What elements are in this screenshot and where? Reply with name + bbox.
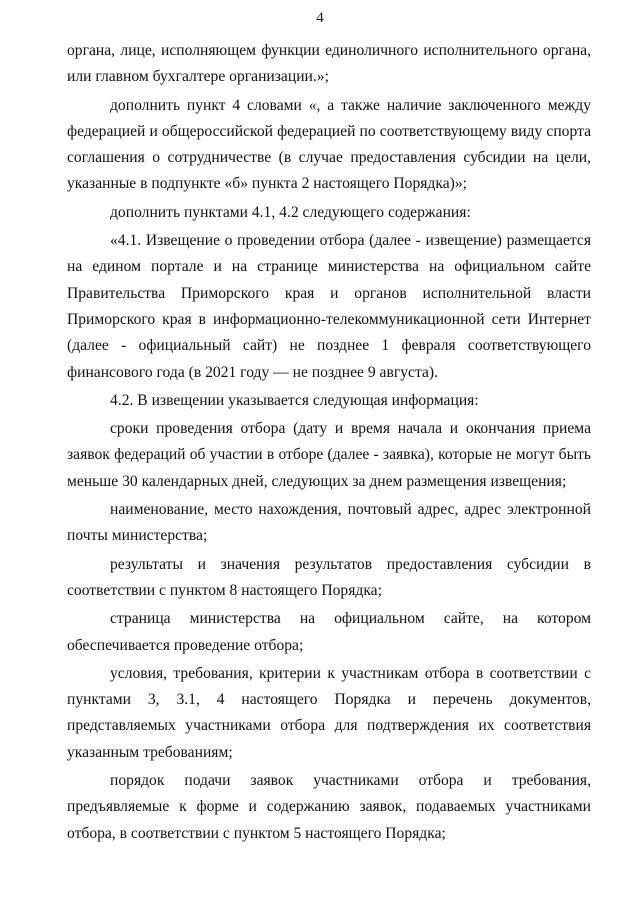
document-body <box>67 38 591 847</box>
paragraph-point-4-1: «4.1. Извещение о проведении отбора (далее - извещение) размещается на едином портале и на странице министерства на официальном сайте Правительства Приморского края и органов исполнительной власти Приморского края в информационно-телекоммуникационной сети Интернет (далее - официальный сайт) не позднее 1 февраля соответствующего финансового года (в 2021 году — не позднее 9 августа). <box>67 232 591 381</box>
paragraph-amend-point-4: дополнить пункт 4 словами «, а также наличие заключенного между федерацией и общероссийской федерацией по соответствующему виду спорта соглашения о сотрудничестве (в случае предоставления субсидии на цели, указанные в подпункте «б» пункта 2 настоящего Порядка)»; <box>67 96 591 193</box>
paragraph-submission-order: порядок подачи заявок участниками отбора и требования, предъявляемые к форме и содержанию заявок, подаваемых участниками отбора, в соответствии с пунктом 5 настоящего Порядка; <box>67 772 591 842</box>
paragraph-results: результаты и значения результатов предоставления субсидии в соответствии с пунктом 8 настоящего Порядка; <box>67 555 591 599</box>
paragraph-conditions: условия, требования, критерии к участникам отбора в соответствии с пунктами 3, 3.1, 4 настоящего Порядка и перечень документов, представляемых участниками отбора для подтверждения их соответствия указанным требованиям; <box>67 664 591 761</box>
paragraph-point-4-2: 4.2. В извещении указывается следующая информация: <box>110 391 479 409</box>
page-number: 4 <box>316 10 324 26</box>
paragraph-ministry-name: наименование, место нахождения, почтовый адрес, адрес электронной почты министерства; <box>67 501 591 545</box>
paragraph-ministry-page: страница министерства на официальном сайте, на котором обеспечивается проведение отбора; <box>67 610 591 654</box>
paragraph-continuation: органа, лице, исполняющем функции единоличного исполнительного органа, или главном бухгалтере организации.»; <box>67 42 591 86</box>
paragraph-deadlines: сроки проведения отбора (дату и время начала и окончания приема заявок федераций об участии в отборе (далее - заявка), которые не могут быть меньше 30 календарных дней, следующих за днем размещения извещения; <box>67 420 591 490</box>
paragraph-add-points: дополнить пунктами 4.1, 4.2 следующего содержания: <box>110 203 471 221</box>
